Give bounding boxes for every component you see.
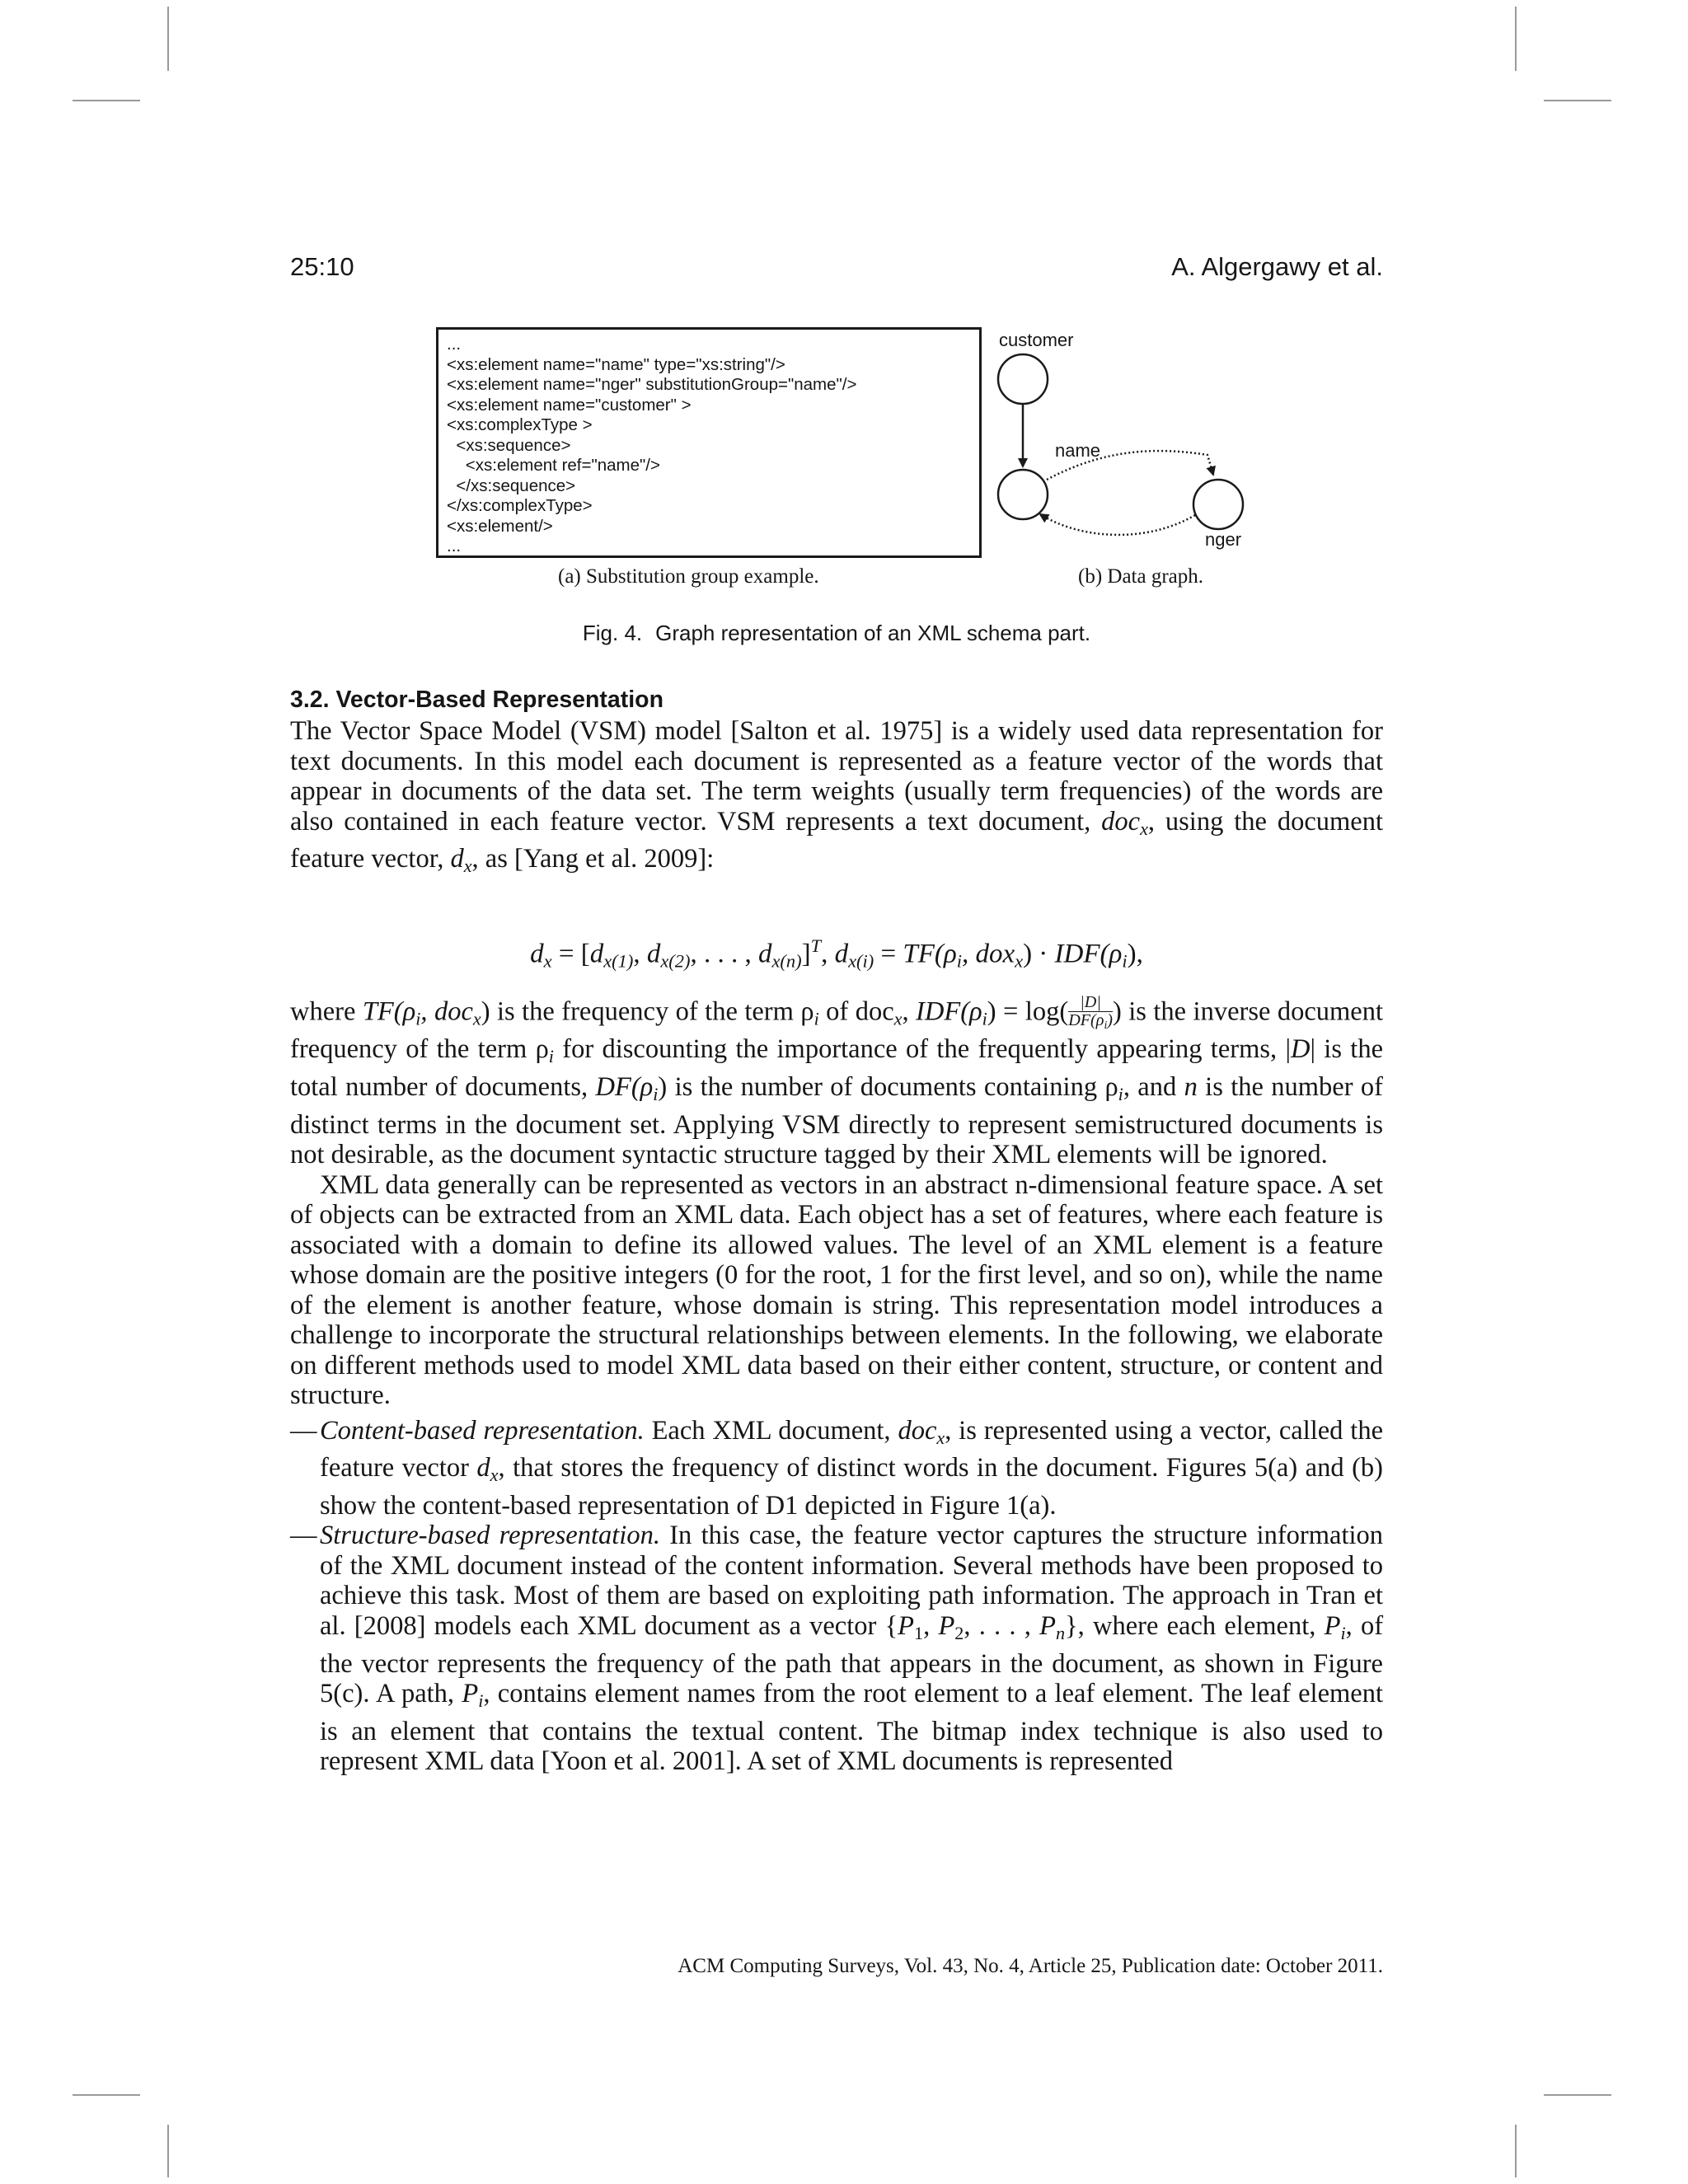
customer-node [998,354,1048,404]
code-line: ... [447,537,462,555]
name-node [998,470,1048,519]
code-line: <xs:element name="nger" substitutionGroup="name"/> [447,375,857,394]
journal-footer: ACM Computing Surveys, Vol. 43, No. 4, Article 25, Publication date: October 2011. [678,1955,1383,1977]
code-line: <xs:sequence> [447,435,571,455]
crop-mark [1515,2125,1517,2177]
idf-fraction: $\frac{|D|}{DF(\rho_i)}$ [1068,993,1113,1031]
body-text-main [290,994,1383,1777]
code-line: <xs:element ref="name"/> [447,456,660,475]
nger-node [1193,480,1243,529]
paragraph-vsm-intro: The Vector Space Model (VSM) model [Salton et al. 1975] is a widely used data representation for text documents. In this model each document is represented as a feature vector of the words that appear in documents of the data set. The term weights (usually term frequencies) of the words are also contained in each feature vector. VSM represents a text document, doc$_x$, using the document feature vector, $d_x$, as [Yang et al. 2009]: [290,716,1383,877]
section-heading: 3.2. Vector-Based Representation [290,687,663,713]
list-item-structure-based: — Structure-based representation. In this case, the feature vector captures the structure information of the XML document instead of the content information. Several methods have been proposed to achieve this task. Most of them are based on exploiting path information. The approach in Tran et al. [2008] models each XML document as a vector {$P_1$, $P_2$, . . . , $P_n$}, where each element, $P_i$, of the vector represents the frequency of the path that appears in the document, as shown in Figure 5(c). A path, $P_i$, contains element names from the root element to a leaf element. The leaf element is an element that contains the textual content. The bitmap index technique is also used to represent XML data [Yoon et al. 2001]. A set of XML documents is represented [290,1521,1384,1777]
crop-mark [167,2125,169,2177]
subcaption-a: (a) Substitution group example. [558,565,819,588]
code-line: <xs:element name="name" type="xs:string"/> [447,354,785,374]
nger-name-dotted-edge [1040,514,1195,535]
figure-label: Fig. 4. [582,621,643,645]
code-line: <xs:element name="customer" > [447,395,692,415]
crop-mark [73,100,140,101]
crop-mark [73,2094,140,2096]
figure-caption [290,621,1383,646]
list-item-content-based: — Content-based representation. Each XML document, doc$_x$, is represented using a vector, called the feature vector $d_x$, that stores the frequency of distinct words in the document. Figures 5(a) and (b) show the content-based representation of D1 depicted in Figure 1(a). [290,1415,1384,1521]
code-line: <xs:complexType > [447,415,593,434]
crop-mark [1544,2094,1611,2096]
crop-mark [167,7,169,71]
paragraph-xml-vectors: XML data generally can be represented as vectors in an abstract n-dimensional feature space. A set of objects can be extracted from an XML data. Each object has a set of features, where each feature is associated with a domain to define its allowed values. The level of an XML element is a feature whose domain are the positive integers (0 for the root, 1 for the first level, and so on), while the name of the element is another feature, whose domain is string. This representation model introduces a challenge to incorporate the structural relationships between elements. In the following, we elaborate on different methods used to model XML data based on their either content, structure, or content and structure. [290,1169,1383,1411]
xml-schema-code-box [436,327,982,558]
paragraph-tfidf: where $TF(\rho_i$, doc$_x$) is the frequency of the term $\rho_i$ of doc$_x$, $IDF(\rho_i) = \log$( $\frac{|D|}{DF(\rho_i)}$ ) is the inverse document frequency of the term $\rho_i$ for discounting the importance of the frequently appearing terms, |D| is the total number of documents, $DF(\rho_i)$ is the number of documents containing $\rho_i$, and n is the number of distinct terms in the document set. Applying VSM directly to represent semistructured documents is not desirable, as the document syntactic structure tagged by their XML elements will be ignored. [290,993,1384,1170]
page-number: 25:10 [290,252,354,281]
figure-caption-text: Graph representation of an XML schema part. [655,621,1091,645]
data-graph [989,323,1261,570]
subcaption-b: (b) Data graph. [1078,565,1204,588]
name-node-label: name [1055,440,1101,461]
nger-node-label: nger [1205,529,1242,550]
customer-node-label: customer [999,330,1074,350]
equation-feature-vector: $d_x = [d_{x(1)}$, $d_{x(2)}$, . . . , $d_{x(n)}]^T$, $d_{x(i)} = TF(\rho_i$, $dox_x) \cdot IDF(\rho_i)$, [530,935,1143,972]
crop-mark [1515,7,1517,71]
code-line: </xs:sequence> [447,476,576,495]
code-line: ... [447,335,462,354]
crop-mark [1544,100,1611,101]
running-authors: A. Algergawy et al. [1171,252,1383,281]
code-line: </xs:complexType> [447,496,593,515]
code-line: <xs:element/> [447,516,553,536]
